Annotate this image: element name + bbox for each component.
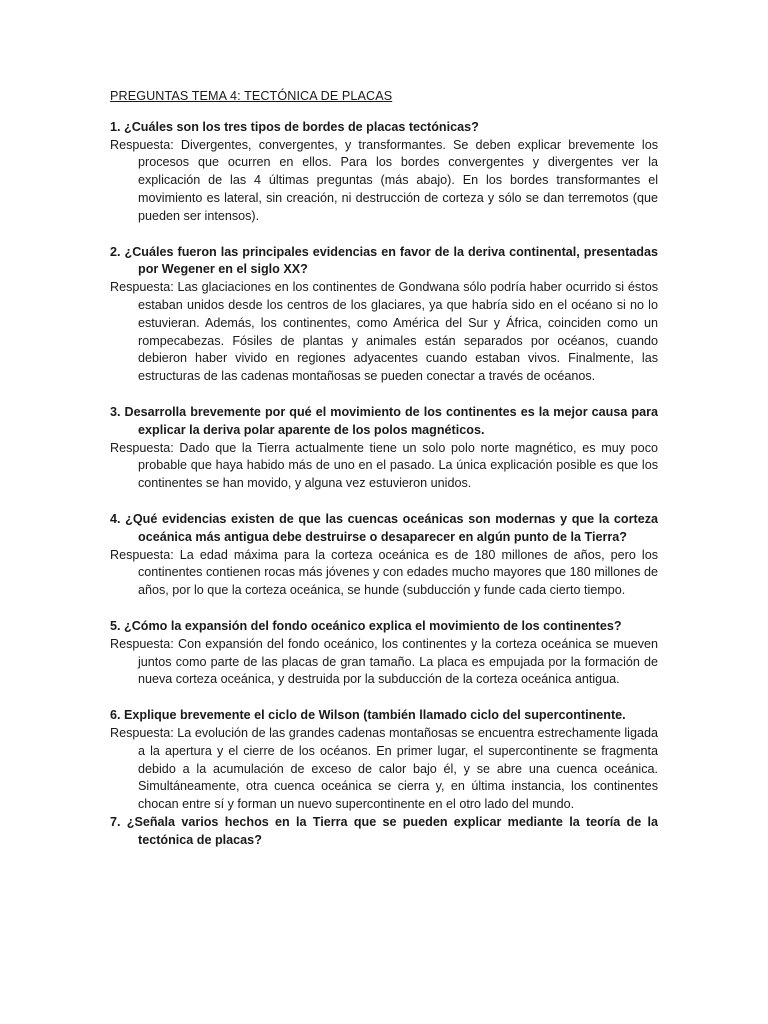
question-1: 1. ¿Cuáles son los tres tipos de bordes de placas tectónicas? <box>110 119 479 134</box>
question-2: 2. ¿Cuáles fueron las principales evidencias en favor de la deriva continental, presentadas por Wegener en el siglo XX? <box>110 244 658 277</box>
answer-text: Divergentes, convergentes, y transformantes. Se deben explicar brevemente los procesos que ocurren en ellos. Para los bordes convergentes y divergentes ver la explicación de las 4 últimas preguntas (más abajo). En los bordes transformantes el movimiento es lateral, sin creación, ni destrucción de corteza y sólo se dan terremotos (que pueden ser intensos). <box>138 137 658 223</box>
document-body <box>110 88 658 849</box>
qa-item-7 <box>110 814 658 850</box>
answer-label: Respuesta: <box>110 137 174 152</box>
qa-item-4 <box>110 511 658 600</box>
question-7: 7. ¿Señala varios hechos en la Tierra que se pueden explicar mediante la teoría de la tectónica de placas? <box>110 814 658 847</box>
answer-label: Respuesta: <box>110 725 174 740</box>
answer-2 <box>110 279 658 386</box>
answer-1 <box>110 137 658 226</box>
answer-6 <box>110 725 658 814</box>
answer-text: Con expansión del fondo oceánico, los continentes y la corteza oceánica se mueven juntos como parte de las placas de gran tamaño. La placa es empujada por la formación de nueva corteza oceánica, y destruida por la subducción de la corteza oceánica antigua. <box>138 636 659 687</box>
answer-text: La edad máxima para la corteza oceánica es de 180 millones de años, pero los continentes contienen rocas más jóvenes y con edades mucho mayores que 180 millones de años, por lo que la corteza oceánica, se hunde (subducción y funde cada cierto tiempo. <box>138 547 659 598</box>
qa-item-5 <box>110 618 658 689</box>
answer-text: La evolución de las grandes cadenas montañosas se encuentra estrechamente ligada a la apertura y el cierre de los océanos. En primer lugar, el supercontinente se fragmenta debido a la acumulación de exceso de calor bajo él, y se abre una cuenca oceánica. Simultáneamente, otra cuenca oceánica se cierra y, en última instancia, los continentes chocan entre sí y forman un nuevo supercontinente en el otro lado del mundo. <box>138 725 658 812</box>
question-4: 4. ¿Qué evidencias existen de que las cuencas oceánicas son modernas y que la corteza oceánica más antigua debe destruirse o desaparecer en algún punto de la Tierra? <box>110 511 658 544</box>
qa-item-6 <box>110 707 658 814</box>
answer-label: Respuesta: <box>110 636 174 651</box>
qa-item-3 <box>110 404 658 493</box>
document-title: PREGUNTAS TEMA 4: TECTÓNICA DE PLACAS <box>110 89 393 103</box>
answer-text: Las glaciaciones en los continentes de Gondwana sólo podría haber ocurrido si éstos estaban unidos desde los centros de los glaciares, ya que habría sido en el océano si no lo estuvieran. Además, los continentes, como América del Sur y África, coinciden como un rompecabezas. Fósiles de plantas y animales están separados por océanos, cuando debieron haber vivido en regiones adyacentes cuando estaban vivos. Finalmente, las estructuras de las cadenas montañosas se pueden conectar a través de océanos. <box>138 280 658 384</box>
question-3: 3. Desarrolla brevemente por qué el movimiento de los continentes es la mejor causa para explicar la deriva polar aparente de los polos magnéticos. <box>110 404 658 437</box>
answer-text: Dado que la Tierra actualmente tiene un solo polo norte magnético, es muy poco probable que haya habido más de uno en el pasado. La única explicación posible es que los continentes se han movido, y alguna vez estuvieron unidos. <box>138 440 658 491</box>
answer-5 <box>110 636 658 689</box>
answer-4 <box>110 547 658 600</box>
answer-label: Respuesta: <box>110 280 174 295</box>
question-5: 5. ¿Cómo la expansión del fondo oceánico explica el movimiento de los continentes? <box>110 618 622 633</box>
question-6: 6. Explique brevemente el ciclo de Wilson (también llamado ciclo del supercontinente. <box>110 708 626 723</box>
qa-item-1 <box>110 119 658 226</box>
answer-label: Respuesta: <box>110 440 174 455</box>
answer-3 <box>110 440 658 493</box>
answer-label: Respuesta: <box>110 547 174 562</box>
qa-item-2 <box>110 244 658 386</box>
